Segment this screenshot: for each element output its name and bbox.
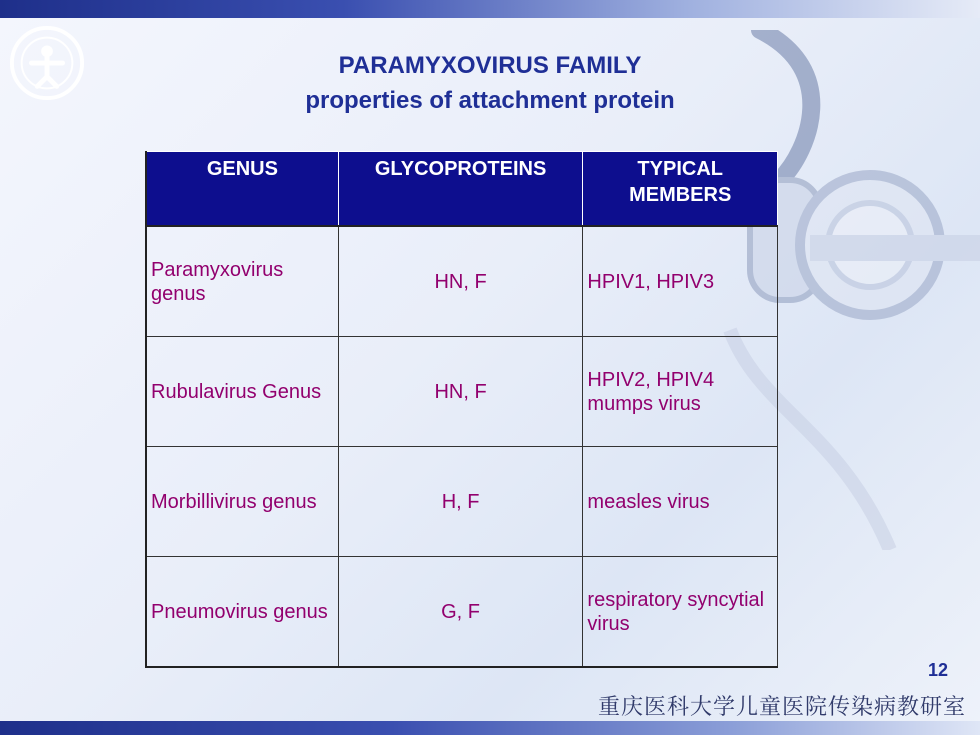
- table-row: [146, 226, 778, 337]
- members-cell: HPIV1, HPIV3: [583, 226, 778, 337]
- attachment-protein-table: [145, 151, 778, 668]
- footer-institution: 重庆医科大学儿童医院传染病教研室: [597, 695, 966, 720]
- members-cell: HPIV2, HPIV4 mumps virus: [583, 337, 778, 447]
- glycoproteins-cell: HN, F: [338, 226, 583, 337]
- header-glycoproteins: GLYCOPROTEINS: [338, 152, 583, 227]
- genus-cell: Pneumovirus genus: [146, 557, 338, 668]
- header-genus: GENUS: [146, 152, 338, 227]
- genus-cell: Morbillivirus genus: [146, 447, 338, 557]
- glycoproteins-cell: HN, F: [338, 337, 583, 447]
- top-banner: [0, 0, 980, 18]
- glycoproteins-cell: G, F: [338, 557, 583, 668]
- bottom-banner: [0, 721, 980, 735]
- table-row: [146, 337, 778, 447]
- header-typical-members: TYPICAL MEMBERS: [583, 152, 778, 227]
- members-cell: respiratory syncytial virus: [583, 557, 778, 668]
- table-row: [146, 447, 778, 557]
- glycoproteins-cell: H, F: [338, 447, 583, 557]
- slide-subtitle: properties of attachment protein: [305, 87, 675, 114]
- genus-cell: Rubulavirus Genus: [146, 337, 338, 447]
- table-header-row: [146, 152, 778, 227]
- table-row: [146, 557, 778, 668]
- slide-title: PARAMYXOVIRUS FAMILY: [338, 52, 642, 79]
- genus-cell: Paramyxovirus genus: [146, 226, 338, 337]
- members-cell: measles virus: [583, 447, 778, 557]
- page-number: 12: [928, 660, 949, 680]
